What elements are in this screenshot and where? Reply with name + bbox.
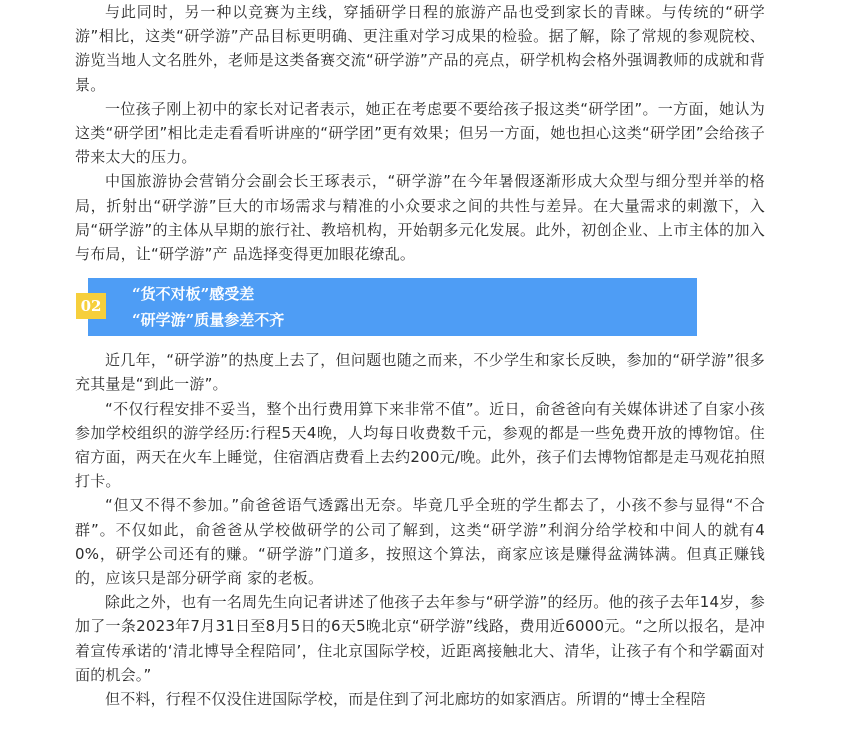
paragraph: 近几年，“研学游”的热度上去了，但问题也随之而来，不少学生和家长反映，参加的“研学游”很多充其量是“到此一游”。 xyxy=(75,351,765,394)
paragraph: 中国旅游协会营销分会副会长王琢表示，“研学游”在今年暑假逐渐形成大众型与细分型并举的格局，折射出“研学游”巨大的市场需求与精准的小众要求之间的共性与差异。在大量需求的刺激下，入局“研学游”的主体从早期的旅行社、教培机构，开始朝多元化发展。此外，初创企业、上市主体的加入与布局，让“研学游”产 品选择变得更加眼花缭乱。 xyxy=(75,172,765,264)
section-heading-line-2: “研学游”质量参差不齐 xyxy=(132,311,285,330)
paragraph: “但又不得不参加。”俞爸爸语气透露出无奈。毕竟几乎全班的学生都去了，小孩不参与显得“不合群”。不仅如此，俞爸爸从学校做研学的公司了解到，这类“研学游”利润分给学校和中间人的就有40%，研学公司还有的赚。“研学游”门道多，按照这个算法，商家应该是赚得盆满钵满。但真正赚钱的，应该只是部分研学商 家的老板。 xyxy=(75,496,765,588)
article-body xyxy=(75,0,765,711)
paragraph: 除此之外，也有一名周先生向记者讲述了他孩子去年参与“研学游”的经历。他的孩子去年14岁，参加了一条2023年7月31日至8月5日的6天5晚北京“研学游”线路，费用近6000元。“之所以报名，是冲着宣传承诺的‘清北博导全程陪同’，住北京国际学校，近距离接触北大、清华，让孩子有个和学霸面对面的机会。” xyxy=(75,593,765,684)
section-number-badge: 02 xyxy=(76,293,106,319)
paragraph: 一位孩子刚上初中的家长对记者表示，她正在考虑要不要给孩子报这类“研学团”。一方面，她认为这类“研学团”相比走走看看听讲座的“研学团”更有效果；但另一方面，她也担心这类“研学团”会给孩子带来太大的压力。 xyxy=(75,99,765,167)
paragraph: 但不料，行程不仅没住进国际学校，而是住到了河北廊坊的如家酒店。所谓的“博士全程陪 xyxy=(105,690,706,709)
section-heading-line-1: “货不对板”感受差 xyxy=(132,285,255,304)
section-banner xyxy=(80,278,697,336)
paragraph: “不仅行程安排不妥当，整个出行费用算下来非常不值”。近日，俞爸爸向有关媒体讲述了自家小孩参加学校组织的游学经历:行程5天4晚，人均每日收费数千元，参观的都是一些免费开放的博物馆。住宿方面，两天在火车上睡觉，住宿酒店费看上去约200元/晚。此外，孩子们去博物馆都是走马观花拍照打卡。 xyxy=(75,399,765,491)
paragraph: 与此同时，另一种以竞赛为主线，穿插研学日程的旅游产品也受到家长的青睐。与传统的“研学游”相比，这类“研学游”产品目标更明确、更注重对学习成果的检验。据了解，除了常规的参观院校、游览当地人文名胜外，老师是这类备赛交流“研学游”产品的亮点，研学机构会格外强调教师的成就和背景。 xyxy=(75,3,765,94)
